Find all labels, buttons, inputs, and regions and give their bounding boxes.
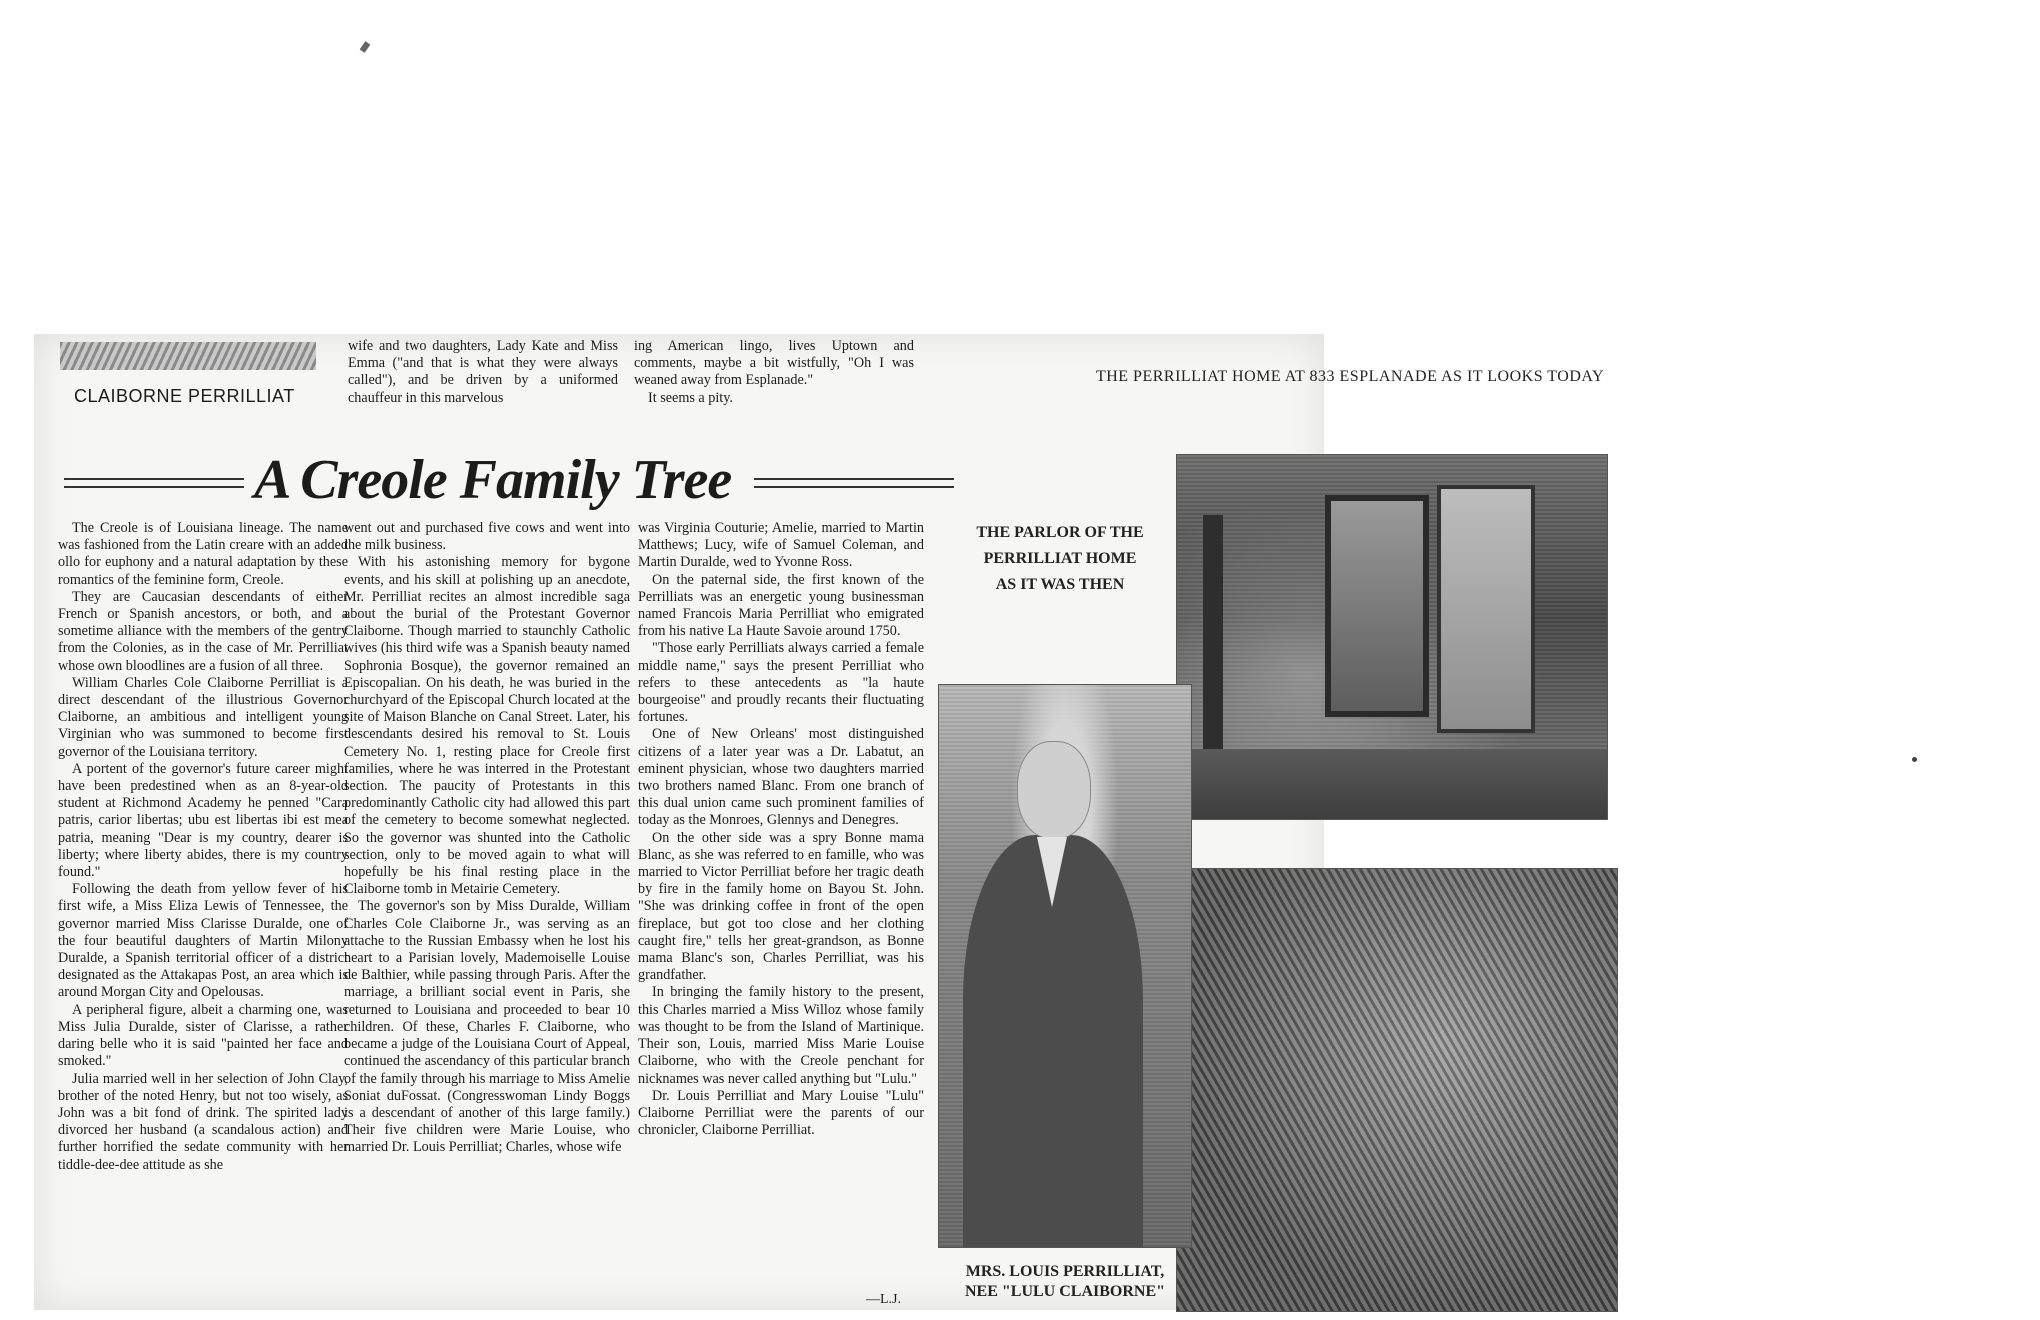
column-2-top: [348, 338, 618, 407]
paragraph: The governor's son by Miss Duralde, William Charles Cole Claiborne Jr., was serving as an attache to the Russian Embassy when he lost his heart to a Parisian lovely, Mademoiselle Louise de Balthier, while passing through Paris. After the marriage, a brilliant social event in Paris, she returned to Louisiana and proceeded to bear 10 children. Of these, Charles F. Claiborne, who became a judge of the Louisiana Court of Appeal, continued the ascendancy of this particular branch of the family through his marriage to Miss Amelie Soniat duFossat. (Congresswoman Lindy Boggs is a descendant of another of this large family.) Their five children were Marie Louise, who married Dr. Louis Perrilliat; Charles, whose wife: [344, 898, 630, 1156]
scan-speck: [1912, 757, 1917, 762]
byline-signoff: —L.J.: [866, 1292, 901, 1307]
portrait-face-shape: [1017, 741, 1091, 839]
paragraph: A portent of the governor's future career might have been predestined when as an 8-year-old student at Richmond Academy he penned "Cara patris, carior libertas; ubu est libertas ibi est mea patria, meaning "Dear is my country, dearer is liberty; where liberty abides, there is my country found.": [58, 760, 348, 881]
paragraph: A peripheral figure, albeit a charming one, was Miss Julia Duralde, sister of Clarisse, a rather daring belle who it is said "painted her face and smoked.": [58, 1001, 348, 1070]
lulu-portrait-photo: [938, 684, 1192, 1248]
paragraph: Following the death from yellow fever of his first wife, a Miss Eliza Lewis of Tennessee, the governor married Miss Clarisse Duralde, one of the four beautiful daughters of Martin Milony Duralde, a Spanish territorial officer of a district designated as the Attakapas Post, an area which is around Morgan City and Opelousas.: [58, 881, 348, 1001]
paragraph: Dr. Louis Perrilliat and Mary Louise "Lulu" Claiborne Perrilliat were the parents of our chronicler, Claiborne Perrilliat.: [638, 1087, 924, 1139]
paragraph: They are Caucasian descendants of either French or Spanish ancestors, or both, and a sometime alliance with the members of the gentry from the Colonies, as in the case of Mr. Perrilliat whose own bloodlines are a fusion of all three.: [58, 588, 348, 674]
headline: A Creole Family Tree: [254, 449, 732, 511]
headline-rule-right: [754, 478, 954, 488]
paragraph: went out and purchased five cows and went into the milk business.: [344, 520, 630, 554]
paragraph: Julia married well in her selection of John Clay, brother of the noted Henry, but not too wisely, as John was a bit fond of drink. The spirited lady divorced her husband (a scandalous action) and further horrified the sedate community with her tiddle-dee-dee attitude as she: [58, 1070, 348, 1173]
caption-line: PERRILLIAT HOME: [983, 550, 1137, 567]
claiborne-photo-fragment: [60, 342, 316, 370]
caption-line: NEE "LULU CLAIBORNE": [964, 1283, 1166, 1300]
parlor-mirror-shape: [1325, 495, 1429, 717]
paragraph: wife and two daughters, Lady Kate and Miss Emma ("and that is what they were always called"), and be driven by a uniformed chauffeur in this marvelous: [348, 338, 618, 406]
caption-line: MRS. LOUIS PERRILLIAT,: [965, 1263, 1165, 1280]
headline-rule-left: [64, 478, 244, 488]
headline-row: [64, 450, 754, 510]
paragraph: On the paternal side, the first known of the Perrilliats was an energetic young businessman named Francois Maria Perrilliat who emigrated from his native La Haute Savoie around 1750.: [638, 571, 924, 640]
paragraph: was Virginia Couturie; Amelie, married to Martin Matthews; Lucy, wife of Samuel Coleman, and Martin Duralde, wed to Yvonne Ross.: [638, 520, 924, 571]
column-2: [344, 520, 630, 1157]
claiborne-caption: CLAIBORNE PERRILLIAT: [74, 386, 295, 406]
paragraph: On the other side was a spry Bonne mama Blanc, as she was referred to en famille, who was married to Victor Perrilliat before her tragic death by fire in the family home on Bayou St. John. "She was drinking coffee in front of the open fireplace, but got too close and her clothing caught fire," tells her great-grandson, as Bonne mama Blanc's son, Charles Perrilliat, was his grandfather.: [638, 829, 924, 984]
paragraph: With his astonishing memory for bygone events, and his skill at polishing up an anecdote, Mr. Perrilliat recites an almost incredible saga about the burial of the Protestant Governor Claiborne. Though married to staunchly Catholic wives (his third wife was a Spanish beauty named Sophronia Bosque), the governor remained an Episcopalian. On his death, he was buried in the churchyard of the Episcopal Church located at the site of Maison Blanche on Canal Street. Later, his descendants desired his removal to St. Louis Cemetery No. 1, resting place for Creole first families, where he was interred in the Protestant section. The paucity of Protestants in this predominantly Catholic city had allowed this part of the cemetery to become somewhat neglected. So the governor was shunted into the Catholic section, only to be moved again to what will hopefully be his final resting place in the Claiborne tomb in Metairie Cemetery.: [344, 554, 630, 898]
caption-line: AS IT WAS THEN: [995, 576, 1125, 593]
column-3-top: [634, 338, 914, 407]
parlor-photo-caption: [950, 520, 1170, 598]
column-1: [58, 520, 348, 1174]
parlor-photo: [1176, 454, 1608, 820]
lulu-photo-caption: [930, 1262, 1200, 1302]
paragraph: "Those early Perrilliats always carried a female middle name," says the present Perrilliat who refers to these antecedents as "la haute bourgeoise" and proudly recants their fluctuating fortunes.: [638, 640, 924, 726]
home-photo: [1176, 868, 1618, 1312]
parlor-doorway-shape: [1437, 485, 1535, 733]
parlor-column-shape: [1203, 515, 1223, 775]
scan-speck: [360, 41, 371, 53]
parlor-floor-shape: [1177, 749, 1607, 819]
paragraph: William Charles Cole Claiborne Perrilliat is a direct descendant of the illustrious Governor Claiborne, an ambitious and intelligent young Virginian who was summoned to become first governor of the Louisiana territory.: [58, 674, 348, 760]
paragraph: ing American lingo, lives Uptown and comments, maybe a bit wistfully, "Oh I was weaned away from Esplanade.": [634, 338, 914, 389]
paragraph: The Creole is of Louisiana lineage. The name was fashioned from the Latin creare with an added ollo for euphony and a natural adaptation by these romantics of the feminine form, Creole.: [58, 520, 348, 588]
paragraph: It seems a pity.: [648, 389, 733, 406]
caption-line: THE PARLOR OF THE: [976, 524, 1144, 541]
column-3: [638, 520, 924, 1139]
paragraph: One of New Orleans' most distinguished citizens of a later year was a Dr. Labatut, an eminent physician, whose two daughters married two brothers named Blanc. From one branch of this dual union came such prominent families of today as the Monroes, Glennys and Denegres.: [638, 726, 924, 829]
paragraph: In bringing the family history to the present, this Charles married a Miss Willoz whose family was thought to be from the Island of Martinique. Their son, Louis, married Miss Marie Louise Claiborne, who with the Creole penchant for nicknames was never called anything but "Lulu.": [638, 984, 924, 1087]
home-photo-caption: THE PERRILLIAT HOME AT 833 ESPLANADE AS IT LOOKS TODAY: [1095, 368, 1605, 385]
